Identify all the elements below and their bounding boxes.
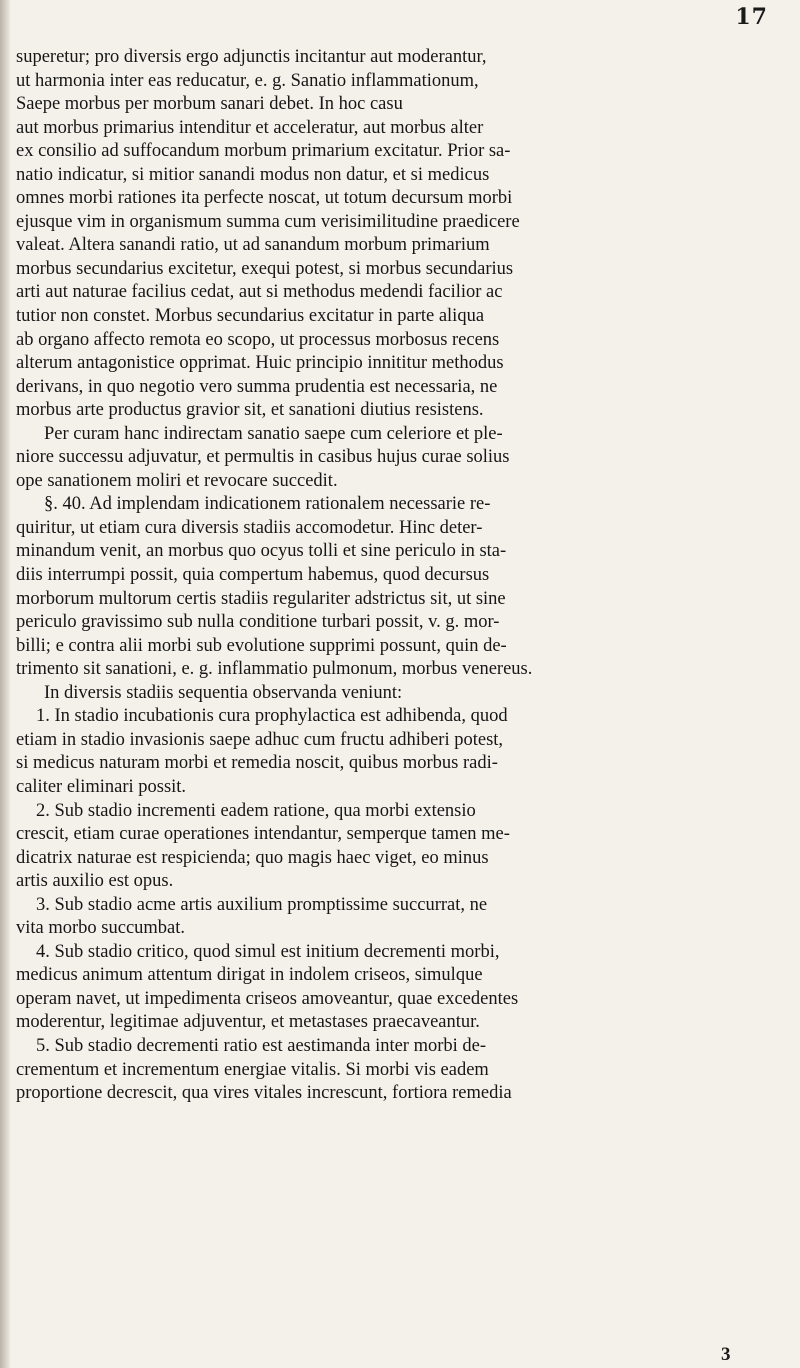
page-number: 17 — [735, 4, 768, 30]
text-line: morborum multorum certis stadiis regulariter adstrictus sit, ut sine — [16, 588, 506, 609]
text-line: quiritur, ut etiam cura diversis stadiis accomodetur. Hinc deter- — [16, 517, 483, 538]
text-line: diis interrumpi possit, quia compertum habemus, quod decursus — [16, 565, 490, 586]
text-line: ope sanationem moliri et revocare succedit. — [16, 470, 338, 491]
text-line: moderentur, legitimae adjuventur, et metastases praecaveantur. — [16, 1012, 480, 1033]
text-line: natio indicatur, si mitior sanandi modus non datur, et si medicus — [16, 164, 490, 185]
text-line: arti aut naturae facilius cedat, aut si methodus medendi facilior ac — [16, 282, 503, 303]
text-line: ejusque vim in organismum summa cum verisimilitudine praedicere — [16, 211, 520, 232]
text-line: niore successu adjuvatur, et permultis in casibus hujus curae solius — [16, 447, 510, 468]
text-line: medicus animum attentum dirigat in indolem criseos, simulque — [16, 965, 483, 986]
catchword: 3 — [721, 1344, 731, 1365]
text-line: alterum antagonistice opprimat. Huic principio innititur methodus — [16, 353, 504, 374]
text-line: vita morbo succumbat. — [16, 918, 186, 939]
text-line: morbus secundarius excitetur, exequi potest, si morbus secundarius — [16, 258, 514, 279]
text-line: superetur; pro diversis ergo adjunctis incitantur aut moderantur, — [16, 47, 487, 67]
section-heading-line: §. 40. Ad implendam indicationem rationalem necessarie re- — [44, 494, 491, 515]
text-line: billi; e contra alii morbi sub evolutione supprimi possunt, quin de- — [16, 635, 507, 656]
text-line: si medicus naturam morbi et remedia noscit, quibus morbus radi- — [16, 753, 498, 774]
text-line: operam navet, ut impedimenta criseos amoveantur, quae excedentes — [16, 988, 519, 1009]
text-line: ut harmonia inter eas reducatur, e. g. Sanatio inflammationum, — [16, 70, 479, 91]
list-item-line: 3. Sub stadio acme artis auxilium promptissime succurrat, ne — [36, 894, 488, 915]
text-line: In diversis stadiis sequentia observanda veniunt: — [44, 682, 403, 703]
list-item-line: 5. Sub stadio decrementi ratio est aestimanda inter morbi de- — [36, 1035, 487, 1056]
text-line: etiam in stadio invasionis saepe adhuc cum fructu adhiberi potest, — [16, 729, 504, 750]
text-line: caliter eliminari possit. — [16, 776, 187, 797]
list-item-line: 4. Sub stadio critico, quod simul est initium decrementi morbi, — [36, 941, 500, 962]
text-line: omnes morbi rationes ita perfecte noscat, ut totum decursum morbi — [16, 188, 513, 209]
text-line: minandum venit, an morbus quo ocyus tolli et sine periculo in sta- — [16, 541, 507, 562]
text-line: aut morbus primarius intenditur et acceleratur, aut morbus alter — [16, 117, 484, 138]
text-line: ex consilio ad suffocandum morbum primarium excitatur. Prior sa- — [16, 141, 511, 162]
list-item-line: 2. Sub stadio incrementi eadem ratione, qua morbi extensio — [36, 800, 476, 821]
text-line: Per curam hanc indirectam sanatio saepe cum celeriore et ple- — [44, 423, 503, 444]
text-line: artis auxilio est opus. — [16, 871, 174, 892]
text-line: morbus arte productus gravior sit, et sanationi diutius resistens. — [16, 400, 484, 421]
text-line: crescit, etiam curae operationes intendantur, semperque tamen me- — [16, 824, 510, 845]
text-line: dicatrix naturae est respicienda; quo magis haec viget, eo minus — [16, 847, 489, 868]
text-line: derivans, in quo negotio vero summa prudentia est necessaria, ne — [16, 376, 498, 397]
text-line: tutior non constet. Morbus secundarius excitatur in parte aliqua — [16, 306, 485, 327]
text-line: Saepe morbus per morbum sanari debet. In hoc casu — [16, 94, 403, 115]
text-line: trimento sit sanationi, e. g. inflammatio pulmonum, morbus venereus. — [16, 659, 533, 680]
body-text — [16, 46, 786, 1106]
text-line: periculo gravissimo sub nulla conditione turbari possit, v. g. mor- — [16, 612, 500, 633]
text-line: proportione decrescit, qua vires vitales increscunt, fortiora remedia — [16, 1083, 512, 1104]
text-line: crementum et incrementum energiae vitalis. Si morbi vis eadem — [16, 1059, 489, 1080]
text-line: valeat. Altera sanandi ratio, ut ad sanandum morbum primarium — [16, 235, 490, 256]
page-gutter — [0, 0, 10, 1368]
text-line: ab organo affecto remota eo scopo, ut processus morbosus recens — [16, 329, 500, 350]
list-item-line: 1. In stadio incubationis cura prophylactica est adhibenda, quod — [36, 706, 508, 727]
